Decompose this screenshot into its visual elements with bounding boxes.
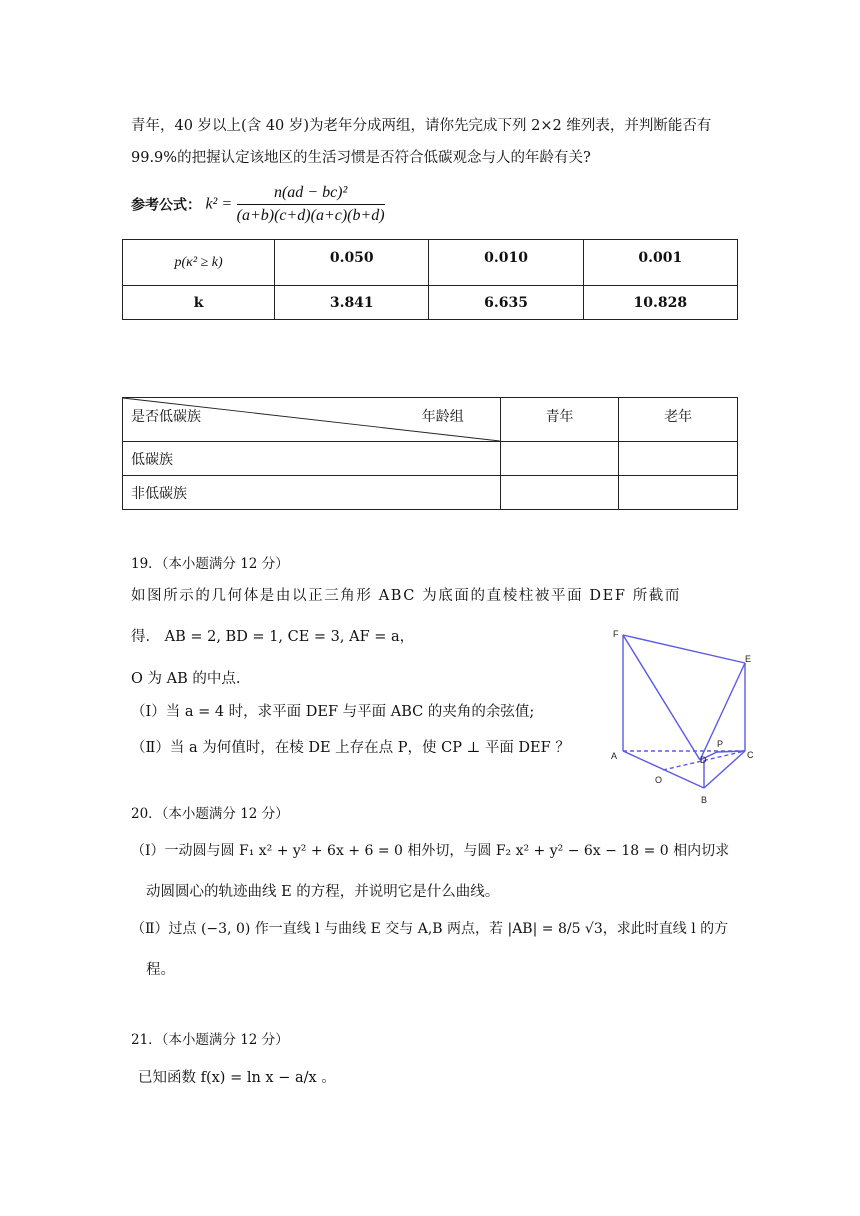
ref-cell: 0.010 xyxy=(429,240,583,286)
q20-part1-line1: （Ⅰ）一动圆与圆 F₁ x² + y² + 6x + 6 = 0 相外切，与圆 F₂ x² + y² − 6x − 18 = 0 相内切求 xyxy=(131,843,730,859)
q21-text-line1: 已知函数 f(x) = ln x − a/x 。 xyxy=(138,1070,336,1086)
formula-denominator: (a+b)(c+d)(a+c)(b+d) xyxy=(236,207,385,224)
figure-label-c: C xyxy=(747,750,754,760)
row-header-lowcarbon: 低碳族 xyxy=(123,442,501,476)
q18-text-line2: 99.9%的把握认定该地区的生活习惯是否符合低碳观念与人的年龄有关? xyxy=(131,150,591,166)
table-cell-empty xyxy=(500,476,619,510)
ref-cell: 0.001 xyxy=(583,240,737,286)
figure-label-f: F xyxy=(613,629,619,639)
q18-text-line1: 青年，40 岁以上(含 40 岁)为老年分成两组，请你先完成下列 2×2 维列表，并判断能否有 xyxy=(131,118,712,134)
ref-row1-head: p(κ² ≥ k) xyxy=(123,240,275,286)
reference-table xyxy=(122,239,738,320)
col-header-elder: 老年 xyxy=(619,398,738,442)
ref-cell: 6.635 xyxy=(429,286,583,320)
q19-text-line2: 得． AB = 2, BD = 1, CE = 3, AF = a， xyxy=(131,629,415,645)
q20-part2-line1: （Ⅱ）过点 (−3, 0) 作一直线 l 与曲线 E 交与 A,B 两点，若 |AB| = 8/5 √3，求此时直线 l 的方 xyxy=(131,921,729,937)
table-cell-empty xyxy=(619,476,738,510)
col-header-youth: 青年 xyxy=(500,398,619,442)
figure-label-p: P xyxy=(717,739,724,749)
contingency-table xyxy=(122,397,738,510)
ref-row2-head: k xyxy=(123,286,275,320)
figure-label-b: B xyxy=(701,795,708,805)
figure-label-o: O xyxy=(655,775,663,785)
q19-header: 19．（本小题满分 12 分） xyxy=(131,556,289,572)
ref-cell: 3.841 xyxy=(275,286,429,320)
formula-label: 参考公式： xyxy=(131,197,201,214)
corner-right-label: 年龄组 xyxy=(421,409,464,425)
row-header-nonlowcarbon: 非低碳族 xyxy=(123,476,501,510)
q20-part2-line2: 程。 xyxy=(146,962,175,978)
q19-part1: （Ⅰ）当 a = 4 时，求平面 DEF 与平面 ABC 的夹角的余弦值; xyxy=(131,704,535,720)
table-cell-empty xyxy=(619,442,738,476)
contingency-corner-cell xyxy=(123,398,501,442)
prism-figure xyxy=(605,625,765,810)
formula-fraction xyxy=(237,184,385,225)
figure-label-e: E xyxy=(745,654,752,664)
q21-header: 21．（本小题满分 12 分） xyxy=(131,1032,289,1048)
ref-cell: 0.050 xyxy=(275,240,429,286)
figure-label-a: A xyxy=(611,751,618,761)
q20-header: 20．（本小题满分 12 分） xyxy=(131,806,289,822)
q19-text-line3: O 为 AB 的中点. xyxy=(131,671,241,687)
figure-label-d: D xyxy=(700,755,707,765)
table-cell-empty xyxy=(500,442,619,476)
ref-cell: 10.828 xyxy=(583,286,737,320)
q19-part2: （Ⅱ）当 a 为何值时，在棱 DE 上存在点 P，使 CP ⊥ 平面 DEF ？ xyxy=(131,740,570,756)
corner-left-label: 是否低碳族 xyxy=(131,409,201,425)
formula-numerator: n(ad − bc)² xyxy=(237,184,385,205)
q19-text-line1: 如图所示的几何体是由以正三角形 ABC 为底面的直棱柱被平面 DEF 所截而 xyxy=(131,588,681,604)
q20-part1-line2: 动圆圆心的轨迹曲线 E 的方程，并说明它是什么曲线。 xyxy=(146,884,500,900)
q18-formula xyxy=(131,184,385,225)
formula-lhs: k² = xyxy=(205,195,233,213)
